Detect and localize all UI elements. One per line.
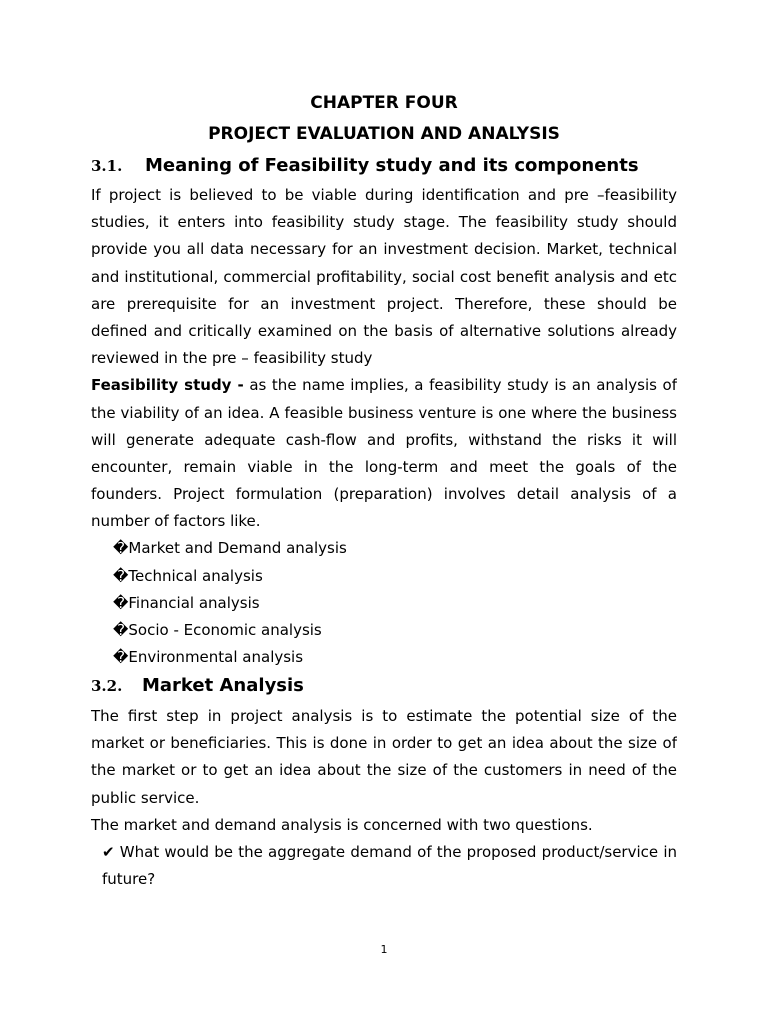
body-flow-1 (91, 182, 677, 700)
chapter-heading: CHAPTER FOUR (310, 93, 458, 113)
section-3-2-heading (91, 672, 677, 699)
paragraph-line: the viability of an idea. A feasible business venture is one where the business (91, 403, 677, 422)
paragraph-line: and institutional, commercial profitability, social cost benefit analysis and etc (91, 267, 677, 286)
list-item (91, 563, 677, 590)
paragraph-line: reviewed in the pre – feasibility study (91, 349, 373, 368)
chapter-title: PROJECT EVALUATION AND ANALYSIS (208, 124, 560, 144)
list-item-text: What would be the aggregate demand of the proposed product/service in (119, 842, 677, 861)
bullet-icon: � (113, 593, 129, 612)
list-item-continuation: future? (102, 870, 156, 889)
section-number: 3.2. (91, 677, 123, 696)
list-item (91, 644, 677, 671)
paragraph-text: as the name implies, a feasibility study is an analysis of (243, 376, 677, 395)
bullet-icon: � (113, 621, 129, 639)
paragraph-line: are prerequisite for an investment project. Therefore, these should be (91, 294, 677, 313)
paragraph-line: The first step in project analysis is to estimate the potential size of the (91, 707, 677, 725)
section-title: Market Analysis (142, 675, 304, 697)
paragraph-line: the market or to get an idea about the size of the customers in need of the (91, 761, 677, 780)
list-item-text: Financial analysis (128, 593, 260, 612)
paragraph-line: studies, it enters into feasibility study stage. The feasibility study should (91, 213, 677, 232)
check-icon: ✔ (102, 842, 115, 861)
list-item-text: Market and Demand analysis (128, 539, 347, 558)
section-3-1-heading (91, 152, 677, 179)
paragraph-line: market or beneficiaries. This is done in order to get an idea about the size of (91, 734, 677, 753)
paragraph-line: defined and critically examined on the basis of alternative solutions already (91, 321, 677, 340)
paragraph-line: number of factors like. (91, 512, 261, 531)
bullet-icon: � (113, 539, 129, 558)
page-number: 1 (380, 943, 388, 956)
list-item-text: Socio - Economic analysis (128, 621, 322, 639)
section-number: 3.1. (91, 157, 123, 175)
list-item (91, 617, 677, 644)
section-title: Meaning of Feasibility study and its components (145, 155, 639, 176)
paragraph-line: founders. Project formulation (preparation) involves detail analysis of a (91, 485, 677, 504)
list-item-text: Technical analysis (128, 566, 263, 585)
body-flow-2 (91, 703, 677, 893)
paragraph-line: encounter, remain viable in the long-term and meet the goals of the (91, 457, 677, 476)
list-item-text: Environmental analysis (128, 648, 304, 667)
list-item (91, 839, 677, 866)
paragraph-line: The market and demand analysis is concerned with two questions. (91, 815, 593, 834)
paragraph-line: public service. (91, 788, 200, 807)
paragraph-line (91, 372, 677, 399)
paragraph-line: If project is believed to be viable during identification and pre –feasibility (91, 186, 677, 204)
bullet-icon: � (113, 648, 129, 667)
paragraph-line: provide you all data necessary for an investment decision. Market, technical (91, 240, 677, 259)
list-item (91, 535, 677, 562)
list-item (91, 590, 677, 617)
bullet-icon: � (113, 566, 129, 585)
term-bold: Feasibility study - (91, 376, 244, 395)
paragraph-line: will generate adequate cash-flow and profits, withstand the risks it will (91, 430, 677, 449)
